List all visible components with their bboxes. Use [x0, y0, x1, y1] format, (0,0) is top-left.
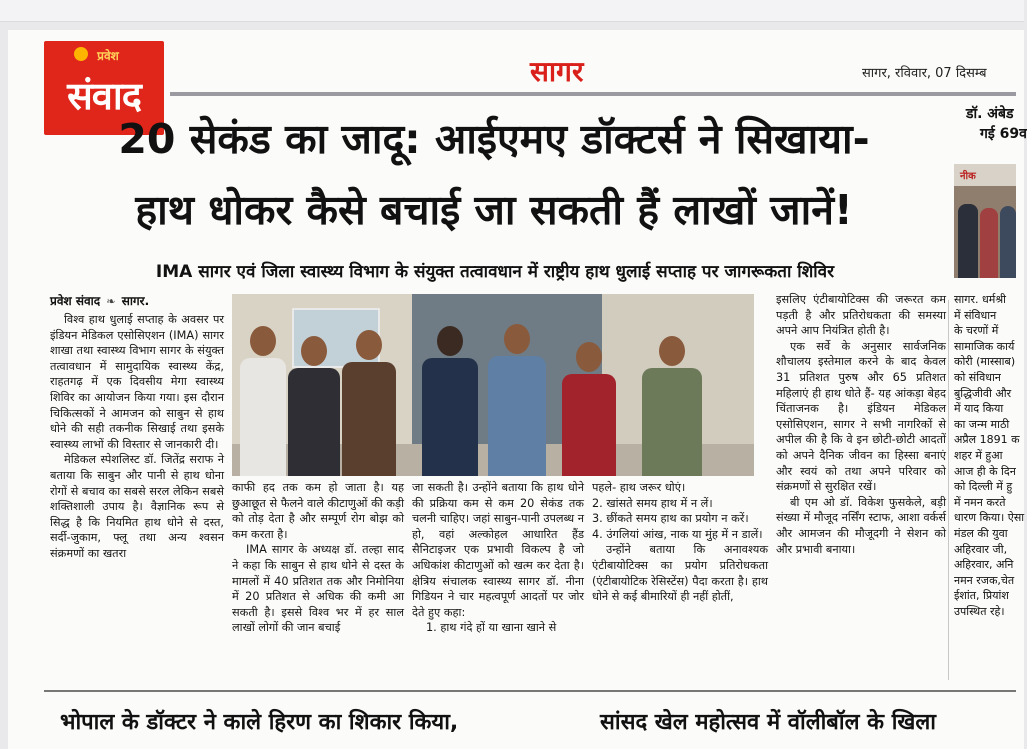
side-story-line: शहर में हुआ [954, 448, 1003, 462]
bottom-headline-left: भोपाल के डॉक्टर ने काले हिरण का शिकार किया, [60, 710, 459, 735]
side-story-line: सागर. धर्मश्री [954, 293, 1006, 306]
side-story-title [966, 104, 1027, 144]
side-photo-sign: नीक [954, 164, 1016, 186]
masthead-rule [170, 92, 1016, 96]
paragraph: विश्व हाथ धुलाई सप्ताह के अवसर पर इंडियन मेडिकल एसोसिएशन (IMA) सागर शाखा तथा स्वास्थ्य विभाग सागर के संयुक्त तत्वावधान में सामुदायिक स्वास्थ्य केंद्र, राहतगढ़ में एक दिवसीय मेगा स्वास्थ्य शिविर का आयोजन किया गया। इस दौरान चिकित्सकों ने आमजन को साबुन से हाथ धोने की सही तकनीक सिखाई तथा इसके स्वास्थ्य लाभों की विस्तार से जानकारी दी। [50, 313, 224, 451]
side-story-line: में संविधान [954, 308, 997, 322]
paragraph: इसलिए एंटीबायोटिक्स की जरूरत कम पड़ती है और प्रतिरोधकता की समस्या अपने आप नियंत्रित होती है। [776, 293, 946, 338]
photo-person [642, 336, 702, 476]
side-story-line: नमन रजक,चेत [954, 573, 1015, 587]
photo-person [958, 204, 978, 278]
side-story-line: बुद्धिजीवी और [954, 386, 1012, 400]
side-story-line: को संविधान [954, 370, 1001, 384]
column-divider [948, 300, 949, 680]
paragraph: एक सर्वे के अनुसार सार्वजनिक शौचालय इस्तेमाल करने के बाद केवल 31 प्रतिशत पुरुष और 65 प्रतिशत महिलाएं ही हाथ धोते हैं- यह आंकड़ा बेहद चिंताजनक है। इंडियन मेडिकल एसोसिएशन, सागर ने सभी नागरिकों से अपील की है कि वे इन छोटी-छोटी आदतों को अपने दैनिक जीवन का हिस्सा बनाएं और स्वयं को तथा अपने परिवार को संक्रमणों से सुरक्षित रखें। [776, 339, 946, 494]
paragraph: 1. हाथ गंदे हों या खाना खाने से [426, 621, 557, 635]
side-story-line: आज ही के दिन [954, 464, 1016, 478]
side-story-line: कोरी (मास्साब) [954, 355, 1016, 369]
list-item: पहले- हाथ जरूर धोएं। [592, 481, 686, 494]
bottom-headline-right: सांसद खेल महोत्सव में वॉलीबॉल के खिला [600, 710, 937, 735]
article-column-5 [776, 292, 946, 682]
side-story-line: के चरणों में [954, 324, 999, 338]
list-item: 4. उंगलियां आंख, नाक या मुंह में न डालें। [592, 527, 763, 541]
photo-person [488, 324, 546, 476]
paragraph: जा सकती है। उन्होंने बताया कि हाथ धोने की प्रक्रिया कम से कम 20 सेकंड तक चलनी चाहिए। जहां साबुन-पानी उपलब्ध न हो, वहां अल्कोहल आधारित हैंड सैनिटाइजर एक प्रभावी विकल्प है जो अधिकांश कीटाणुओं को खत्म कर देता है। क्षेत्रिय संचालक स्वास्थ्य सागर डॉ. नीना गिडियन ने चार महत्वपूर्ण आदतों पर जोर देते हुए कहा: [412, 481, 584, 619]
subheadline: IMA सागर एवं जिला स्वास्थ्य विभाग के संयुक्त तत्वावधान में राष्ट्रीय हाथ धुलाई सप्ताह पर जागरूकता शिविर [155, 262, 835, 282]
headline-line-1: 20 सेकंड का जादू: आईएमए डॉक्टर्स ने सिखाया- [118, 115, 870, 163]
article-column-2 [232, 480, 404, 682]
side-story-line: अहिरवार जी, [954, 542, 1008, 556]
side-story-line: उपस्थित रहे। [954, 604, 1005, 618]
paragraph: उन्होंने बताया कि अनावश्यक एंटीबायोटिक्स का प्रयोग प्रतिरोधकता (एंटीबायोटिक रेसिस्टेंस) पैदा करता है। हाथ धोने से कई बीमारियों ही नहीं होतीं, [592, 543, 768, 604]
ornament-icon: ❧ [106, 295, 116, 308]
side-story-line: को दिल्ली में हु [954, 480, 1013, 494]
byline-name: प्रवेश संवाद [50, 294, 101, 308]
logo-main-text: संवाद [67, 73, 141, 118]
article-column-1 [50, 312, 224, 682]
sun-icon [74, 47, 88, 61]
side-story-line: मंडल की युवा [954, 526, 1008, 540]
side-story-line: ईशांत, प्रियांश [954, 589, 1009, 603]
section-title: सागर [530, 55, 584, 88]
paragraph: काफी हद तक कम हो जाता है। यह छुआछूत से फैलने वाले कीटाणुओं की कड़ी को तोड़ देता है और सम्पूर्ण रोग बोझ को कम करता है। [232, 481, 404, 541]
photo-person [980, 208, 998, 278]
side-story-photo [954, 164, 1016, 278]
side-story-line: में नमन करते [954, 495, 1006, 509]
logo-small-text: प्रवेश [97, 49, 119, 63]
viewer-top-bar [0, 0, 1024, 22]
side-story-line: अप्रैल 1891 क [954, 433, 1020, 447]
photo-person [1000, 206, 1016, 278]
bottom-rule [44, 690, 1016, 692]
side-title-line: गई 69व [980, 126, 1027, 142]
article-column-3 [412, 480, 584, 682]
side-title-line: डॉ. अंबेड [966, 106, 1014, 122]
side-story-text [954, 292, 1024, 682]
photo-person [288, 336, 340, 476]
list-item: 3. छींकते समय हाथ का प्रयोग न करें। [592, 512, 749, 526]
article-column-4 [592, 480, 768, 682]
byline [50, 292, 149, 309]
side-story-line: सामाजिक कार्य [954, 339, 1015, 353]
list-item: 2. खांसते समय हाथ में न लें। [592, 496, 713, 510]
paragraph: बी एम ओ डॉ. विकेश फुसकेले, बड़ी संख्या में मौजूद नर्सिंग स्टाफ, आशा वर्कर्स और आमजन की मौजूदगी ने सेशन को और प्रभावी बनाया। [776, 495, 946, 556]
article-photo [232, 294, 754, 476]
headline-line-2: हाथ धोकर कैसे बचाई जा सकती हैं लाखों जानें! [135, 186, 853, 234]
byline-place: सागर. [121, 294, 150, 308]
photo-person [342, 330, 396, 476]
paragraph: मेडिकल स्पेशलिस्ट डॉ. जितेंद्र सराफ ने बताया कि साबुन और पानी से हाथ धोना रोगों से बचाव का सबसे सरल लेकिन सबसे शक्तिशाली उपाय है। वैज्ञानिक रूप से सिद्ध है कि नियमित हाथ धोने से दस्त, सर्दी-जुकाम, फ्लू तथा अन्य श्वसन संक्रमणों का खतरा [50, 453, 224, 560]
photo-person [562, 342, 616, 476]
side-story-line: में याद किया [954, 402, 1004, 416]
side-story-line: धारण किया। ऐसा [954, 511, 1025, 525]
side-story-line: का जन्म माठी [954, 417, 1010, 431]
photo-person [240, 326, 286, 476]
side-story-line: अहिरवार, अनि [954, 558, 1014, 572]
paragraph: IMA सागर के अध्यक्ष डॉ. तल्हा साद ने कहा कि साबुन से हाथ धोने से दस्त के मामलों में 40 प्रतिशत तक और निमोनिया में 20 प्रतिशत से अधिक की कमी आ सकती है। इससे विश्व भर में हर साल लाखों लोगों की जान बचाई [232, 543, 404, 635]
dateline: सागर, रविवार, 07 दिसम्ब [862, 66, 987, 81]
photo-person [422, 326, 478, 476]
